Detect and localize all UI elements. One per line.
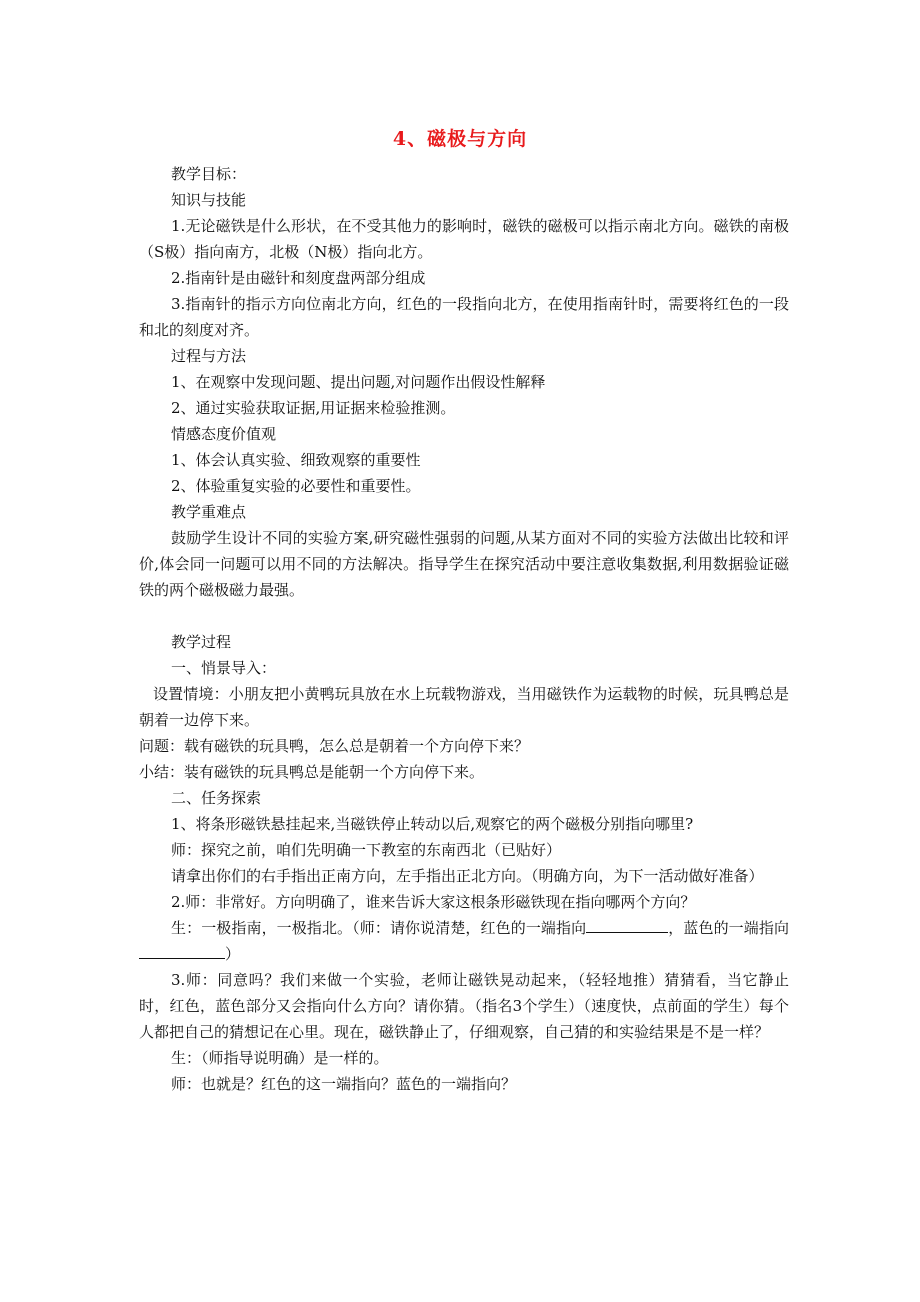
- subheading-attitude-values: 情感态度价值观: [171, 425, 277, 443]
- lesson-body: [139, 161, 789, 1097]
- section-heading-teaching-process: 教学过程: [171, 633, 232, 651]
- answer-blank-blue: [139, 944, 225, 959]
- student-line-part-3: ）: [225, 945, 241, 963]
- teacher-line-directions: 师：探究之前，咱们先明确一下教室的东南西北（已贴好）: [171, 841, 562, 859]
- teacher-line-3: 3.师：同意吗？我们来做一个实验，老师让磁铁晃动起来，（轻轻地推）猜猜看，当它静止时，红色，蓝色部分又会指向什么方向？请你猜。（指名3个学生）（速度快，点前面的学生）每个人都把自己的猜想记在心里。现在，磁铁静止了，仔细观察，自己猜的和实验结果是不是一样？: [139, 971, 789, 1041]
- instruction-paragraph: 请拿出你们的右手指出正南方向，左手指出正北方向。（明确方向，为下一活动做好准备）: [171, 867, 764, 885]
- step-heading-task-explore: 二、任务探索: [171, 789, 262, 807]
- student-line-part-1: 生：一极指南，一极指北。（师：请你说清楚，红色的一端指向: [171, 919, 587, 937]
- objective-item-2: 2.指南针是由磁针和刻度盘两部分组成: [171, 269, 426, 287]
- task-item-1: 1、将条形磁铁悬挂起来,当磁铁停止转动以后,观察它的两个磁极分别指向哪里?: [171, 815, 694, 833]
- student-line-part-2: ，蓝色的一端指向: [668, 919, 789, 937]
- student-line-fill-blank: [139, 915, 789, 967]
- section-heading-objectives: 教学目标：: [171, 165, 247, 183]
- process-item-2: 2、通过实验获取证据,用证据来检验推测。: [171, 399, 456, 417]
- answer-blank-red: [586, 918, 668, 933]
- process-item-1: 1、在观察中发现问题、提出问题,对问题作出假设性解释: [171, 373, 546, 391]
- student-line-result: 生：（师指导说明确）是一样的。: [171, 1049, 389, 1067]
- key-difficulties-paragraph: 鼓励学生设计不同的实验方案,研究磁性强弱的问题,从某方面对不同的实验方法做出比较和评价,体会同一问题可以用不同的方法解决。指导学生在探究活动中要注意收集数据,利用数据验证磁铁的两个磁极磁力最强。: [139, 529, 789, 599]
- step-heading-scene-intro: 一、悄景导入：: [171, 659, 277, 677]
- attitude-item-2: 2、体验重复实验的必要性和重要性。: [171, 477, 421, 495]
- teacher-line-2: 2.师：非常好。方向明确了，谁来告诉大家这根条形磁铁现在指向哪两个方向？: [171, 893, 696, 911]
- objective-item-1: 1.无论磁铁是什么形状，在不受其他力的影响时，磁铁的磁极可以指示南北方向。磁铁的南极（S极）指向南方，北极（N极）指向北方。: [139, 217, 789, 261]
- subheading-key-difficulties: 教学重难点: [171, 503, 247, 521]
- teacher-line-followup: 师：也就是？红色的这一端指向？蓝色的一端指向？: [171, 1075, 517, 1093]
- objective-item-3: 3.指南针的指示方向位南北方向，红色的一段指向北方，在使用指南针时，需要将红色的一段和北的刻度对齐。: [139, 295, 789, 339]
- page-title: 4、磁极与方向: [392, 128, 528, 150]
- subheading-knowledge-skills: 知识与技能: [171, 191, 247, 209]
- question-line: 问题：载有磁铁的玩具鸭，怎么总是朝着一个方向停下来？: [139, 737, 530, 755]
- attitude-item-1: 1、体会认真实验、细致观察的重要性: [171, 451, 421, 469]
- summary-line: 小结：装有磁铁的玩具鸭总是能朝一个方向停下来。: [139, 763, 485, 781]
- subheading-process-method: 过程与方法: [171, 347, 247, 365]
- scene-setting-paragraph: 设置情境：小朋友把小黄鸭玩具放在水上玩载物游戏，当用磁铁作为运载物的时候，玩具鸭总是朝着一边停下来。: [139, 685, 789, 729]
